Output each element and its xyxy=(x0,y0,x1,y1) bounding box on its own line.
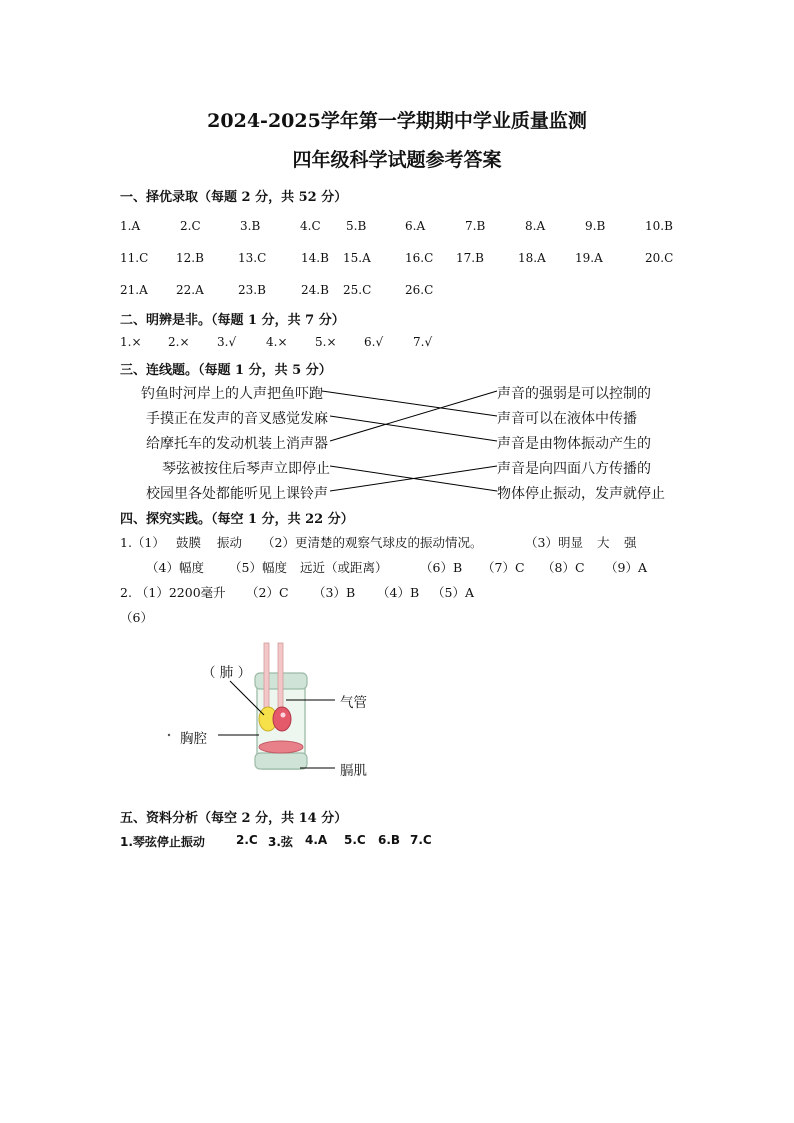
left-item: 钓鱼时河岸上的人声把鱼吓跑 xyxy=(141,386,323,402)
answer-text: 振动 xyxy=(217,535,243,550)
trachea-label: 气管 xyxy=(340,695,367,711)
answer-cell: 5.× xyxy=(315,335,337,349)
answer-cell: 23.B xyxy=(238,283,266,297)
section1-heading: 一、择优录取（每题 2 分，共 52 分） xyxy=(120,190,348,205)
answer-text: （4）幅度 xyxy=(146,560,204,575)
answer-text: （3）明显 xyxy=(525,535,583,550)
answer-cell: 2.C xyxy=(180,219,201,233)
answer-text: 2.C xyxy=(236,833,258,847)
answer-cell: 4.× xyxy=(266,335,288,349)
answer-cell: 2.× xyxy=(168,335,190,349)
answer-cell: 12.B xyxy=(176,251,204,265)
answer-cell: 15.A xyxy=(343,251,371,265)
answer-cell: 5.B xyxy=(346,219,367,233)
left-item: 手摸正在发声的音叉感觉发麻 xyxy=(146,411,328,427)
left-item: 给摩托车的发动机装上消声器 xyxy=(146,436,328,452)
lung-label: （ 肺 ） xyxy=(202,665,252,681)
answer-cell: 21.A xyxy=(120,283,148,297)
answer-text: 远近（或距离） xyxy=(300,560,388,575)
left-item: 琴弦被按住后琴声立即停止 xyxy=(162,461,330,477)
left-item: 校园里各处都能听见上课铃声 xyxy=(146,486,328,502)
answer-cell: 1.A xyxy=(120,219,141,233)
answer-cell: 16.C xyxy=(405,251,434,265)
answer-cell: 14.B xyxy=(301,251,329,265)
answer-cell: 6.√ xyxy=(364,335,384,349)
diaphragm-label: 膈肌 xyxy=(340,763,367,779)
answer-cell: 7.B xyxy=(465,219,486,233)
answer-cell: 3.√ xyxy=(217,335,237,349)
answer-text: 5.C xyxy=(344,833,366,847)
answer-cell: 9.B xyxy=(585,219,606,233)
match-line xyxy=(330,416,497,441)
answer-cell: 10.B xyxy=(645,219,673,233)
right-item: 物体停止振动，发声就停止 xyxy=(497,486,665,502)
answer-text: （4）B xyxy=(377,585,420,600)
chest-label: 胸腔 xyxy=(180,731,207,747)
answer-cell: 20.C xyxy=(645,251,674,265)
answer-cell: 7.√ xyxy=(413,335,433,349)
answer-text: （7）C xyxy=(482,560,525,575)
answer-text: （2）更清楚的观察气球皮的振动情况。 xyxy=(262,535,483,550)
answer-text: 7.C xyxy=(410,833,432,847)
lung-model-diagram xyxy=(160,635,390,785)
matching-lines xyxy=(0,0,794,520)
answer-text: 1.琴弦停止振动 xyxy=(120,835,205,849)
answer-text: 3.弦 xyxy=(268,835,293,849)
answer-text: 强 xyxy=(624,535,637,550)
right-item: 声音是向四面八方传播的 xyxy=(497,461,651,477)
answer-cell: 25.C xyxy=(343,283,372,297)
right-item: 声音的强弱是可以控制的 xyxy=(497,386,651,402)
section3-heading: 三、连线题。（每题 1 分，共 5 分） xyxy=(120,363,332,378)
answer-cell: 6.A xyxy=(405,219,426,233)
answer-text: 2. （1）2200毫升 xyxy=(120,585,226,600)
document-title: 2024-2025学年第一学期期中学业质量监测 xyxy=(207,110,587,132)
answer-cell: 26.C xyxy=(405,283,434,297)
match-line xyxy=(330,391,497,441)
answer-text: （5）幅度 xyxy=(229,560,287,575)
answer-cell: 19.A xyxy=(575,251,603,265)
match-line xyxy=(322,391,497,416)
answer-cell: 22.A xyxy=(176,283,204,297)
answer-text: 鼓膜 xyxy=(176,535,202,550)
answer-cell: 1.× xyxy=(120,335,142,349)
answer-cell: 18.A xyxy=(518,251,546,265)
answer-text: 大 xyxy=(597,535,610,550)
section5-heading: 五、资料分析（每空 2 分，共 14 分） xyxy=(120,811,348,826)
q6-label: （6） xyxy=(120,610,153,625)
section4-heading: 四、探究实践。（每空 1 分，共 22 分） xyxy=(120,512,354,527)
section2-heading: 二、明辨是非。（每题 1 分，共 7 分） xyxy=(120,313,345,328)
answer-cell: 3.B xyxy=(240,219,261,233)
answer-text: （6）B xyxy=(420,560,463,575)
answer-text: 6.B xyxy=(378,833,401,847)
answer-cell: 4.C xyxy=(300,219,321,233)
answer-text: （8）C xyxy=(542,560,585,575)
answer-text: （2）C xyxy=(246,585,289,600)
answer-text: （3）B xyxy=(313,585,356,600)
right-item: 声音可以在液体中传播 xyxy=(497,411,637,427)
answer-text: 4.A xyxy=(305,833,328,847)
answer-text: 1.（1） xyxy=(120,535,165,550)
answer-text: （9）A xyxy=(605,560,647,575)
right-item: 声音是由物体振动产生的 xyxy=(497,436,651,452)
answer-text: （5）A xyxy=(432,585,474,600)
answer-cell: 11.C xyxy=(120,251,149,265)
answer-cell: 24.B xyxy=(301,283,329,297)
document-subtitle: 四年级科学试题参考答案 xyxy=(292,149,502,171)
answer-cell: 8.A xyxy=(525,219,546,233)
answer-cell: 17.B xyxy=(456,251,484,265)
answer-cell: 13.C xyxy=(238,251,267,265)
